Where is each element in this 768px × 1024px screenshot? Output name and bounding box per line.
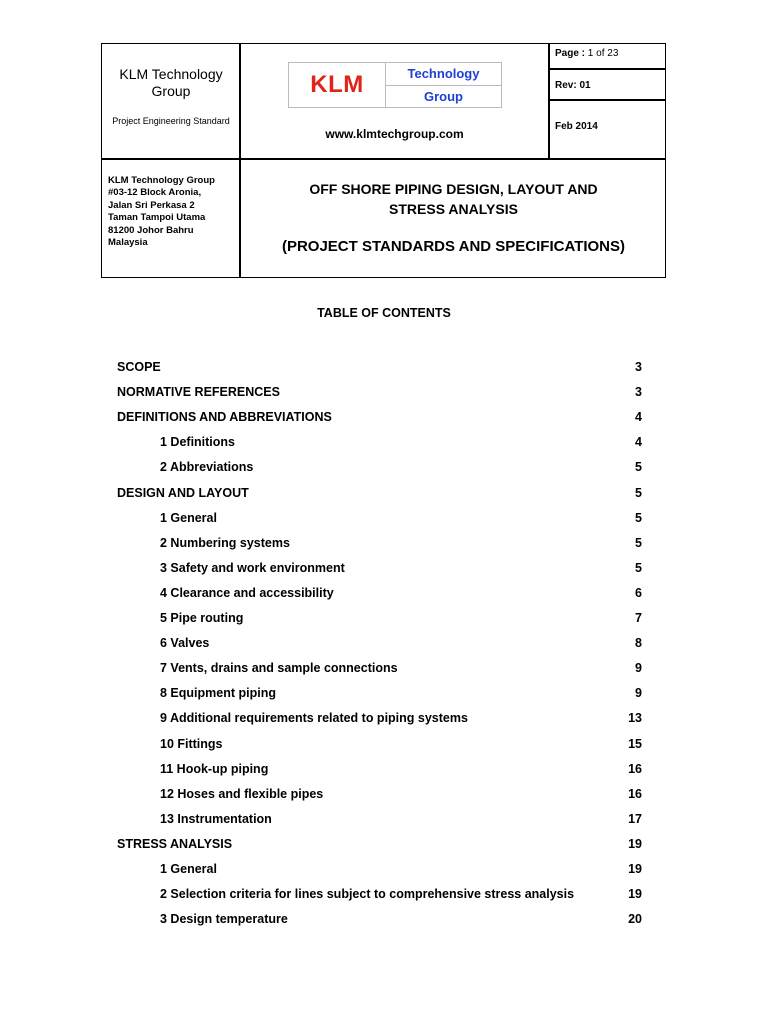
toc-entry-label: 6 Valves bbox=[160, 636, 210, 651]
toc-entry[interactable] bbox=[117, 486, 642, 502]
toc-entry[interactable] bbox=[117, 737, 642, 753]
toc-entry[interactable] bbox=[117, 661, 642, 677]
toc-entry-page: 19 bbox=[628, 862, 642, 876]
toc-entry[interactable] bbox=[117, 561, 642, 577]
toc-entry[interactable] bbox=[117, 460, 642, 476]
toc-entry[interactable] bbox=[117, 787, 642, 803]
standard-label: Project Engineering Standard bbox=[112, 116, 230, 126]
company-name: KLM Technology Group bbox=[119, 66, 223, 99]
toc-entry[interactable] bbox=[117, 586, 642, 602]
document-subtitle: (PROJECT STANDARDS AND SPECIFICATIONS) bbox=[281, 238, 626, 255]
toc-entry-page: 4 bbox=[635, 410, 642, 425]
toc-entry-page: 9 bbox=[635, 661, 642, 676]
toc-entry-label: 9 Additional requirements related to piping systems bbox=[160, 711, 468, 726]
document-title bbox=[240, 179, 667, 219]
toc-entry-label: 1 Definitions bbox=[160, 435, 236, 450]
toc-entry-label: SCOPE bbox=[117, 360, 161, 374]
toc-entry-label: 7 Vents, drains and sample connections bbox=[160, 661, 398, 676]
toc-entry[interactable] bbox=[117, 812, 642, 828]
toc-entry-label: 10 Fittings bbox=[160, 736, 223, 751]
toc-entry-label: 12 Hoses and flexible pipes bbox=[160, 786, 324, 801]
toc-entry-page: 5 bbox=[635, 510, 642, 525]
toc-entry-label: DEFINITIONS AND ABBREVIATIONS bbox=[117, 410, 332, 425]
toc-entry[interactable] bbox=[117, 912, 642, 928]
company-logo bbox=[288, 62, 502, 108]
toc-entry-page: 5 bbox=[635, 535, 642, 550]
toc-entry[interactable] bbox=[117, 511, 642, 527]
toc-entry-label: 11 Hook-up piping bbox=[160, 761, 269, 776]
toc-entry-page: 16 bbox=[628, 761, 642, 776]
toc-entry-page: 19 bbox=[628, 836, 642, 851]
company-address bbox=[108, 175, 215, 249]
toc-entry[interactable] bbox=[117, 887, 642, 903]
toc-entry[interactable] bbox=[117, 686, 642, 702]
toc-entry-page: 3 bbox=[635, 385, 642, 400]
toc-entry-page: 5 bbox=[635, 485, 642, 500]
toc-entry[interactable] bbox=[117, 762, 642, 778]
toc-entry[interactable] bbox=[117, 385, 642, 401]
page-label: Page : bbox=[555, 48, 586, 59]
toc-entry-label: 8 Equipment piping bbox=[160, 686, 276, 701]
toc-entry-page: 20 bbox=[628, 912, 642, 927]
toc-entry-label: 13 Instrumentation bbox=[160, 811, 272, 826]
title-line: STRESS ANALYSIS bbox=[389, 201, 518, 217]
toc-heading: TABLE OF CONTENTS bbox=[317, 306, 451, 320]
toc-entry-label: NORMATIVE REFERENCES bbox=[117, 385, 280, 400]
address-line: Malaysia bbox=[108, 237, 148, 249]
toc-entry-label: 2 Numbering systems bbox=[160, 535, 290, 550]
toc-entry-page: 15 bbox=[628, 736, 642, 751]
toc-entry-page: 16 bbox=[628, 786, 642, 801]
address-line: Jalan Sri Perkasa 2 bbox=[108, 199, 195, 211]
toc-entry-page: 8 bbox=[635, 636, 642, 651]
toc-entry[interactable] bbox=[117, 435, 642, 451]
logo-right-block bbox=[386, 63, 501, 107]
toc-entry-label: DESIGN AND LAYOUT bbox=[117, 485, 249, 500]
toc-entry-label: 1 General bbox=[160, 510, 217, 525]
toc-entry[interactable] bbox=[117, 360, 642, 376]
title-line: OFF SHORE PIPING DESIGN, LAYOUT AND bbox=[309, 181, 598, 197]
toc-entry-label: 3 Design temperature bbox=[160, 912, 288, 927]
toc-entry-label: 2 Selection criteria for lines subject to comprehensive stress analysis bbox=[160, 887, 575, 902]
toc-entry-page: 3 bbox=[635, 360, 642, 374]
address-line: #03-12 Block Aronia, bbox=[108, 187, 202, 199]
logo-technology-text: Technology bbox=[386, 63, 501, 86]
toc-entry-label: STRESS ANALYSIS bbox=[117, 836, 233, 851]
toc-entry[interactable] bbox=[117, 837, 642, 853]
toc-entry-page: 5 bbox=[635, 560, 642, 575]
toc-entry-page: 7 bbox=[635, 611, 642, 625]
toc-entry-page: 17 bbox=[628, 811, 642, 826]
document-header bbox=[101, 43, 666, 278]
toc-entry[interactable] bbox=[117, 711, 642, 727]
page-value: 1 of 23 bbox=[587, 48, 619, 59]
header-divider-horizontal bbox=[102, 158, 665, 160]
toc-entry-page: 19 bbox=[628, 887, 642, 902]
address-line: KLM Technology Group bbox=[108, 175, 215, 186]
toc-entry[interactable] bbox=[117, 410, 642, 426]
toc-entry-label: 1 General bbox=[160, 862, 217, 876]
revision: Rev: 01 bbox=[555, 80, 591, 91]
toc-entry-label: 4 Clearance and accessibility bbox=[160, 585, 334, 600]
toc-entry[interactable] bbox=[117, 862, 642, 878]
meta-divider-2 bbox=[548, 99, 665, 101]
address-line: Taman Tampoi Utama bbox=[108, 212, 206, 224]
toc-entry[interactable] bbox=[117, 611, 642, 627]
toc-entry[interactable] bbox=[117, 636, 642, 652]
logo-klm-text: KLM bbox=[289, 63, 386, 107]
toc-entry-page: 9 bbox=[635, 686, 642, 701]
logo-group-text: Group bbox=[424, 88, 463, 104]
website-link[interactable]: www.klmtechgroup.com bbox=[325, 127, 464, 141]
issue-date: Feb 2014 bbox=[555, 121, 598, 132]
address-line: 81200 Johor Bahru bbox=[108, 224, 194, 236]
meta-divider-1 bbox=[548, 68, 665, 70]
toc-entry[interactable] bbox=[117, 536, 642, 552]
page-info bbox=[555, 48, 618, 59]
toc-entry-page: 4 bbox=[635, 435, 642, 450]
toc-entry-page: 13 bbox=[628, 711, 642, 726]
toc-entry-label: 5 Pipe routing bbox=[160, 611, 244, 625]
toc-entry-page: 6 bbox=[635, 585, 642, 600]
toc-entry-page: 5 bbox=[635, 460, 642, 475]
toc-entry-label: 3 Safety and work environment bbox=[160, 560, 345, 575]
toc-entry-label: 2 Abbreviations bbox=[160, 460, 254, 475]
